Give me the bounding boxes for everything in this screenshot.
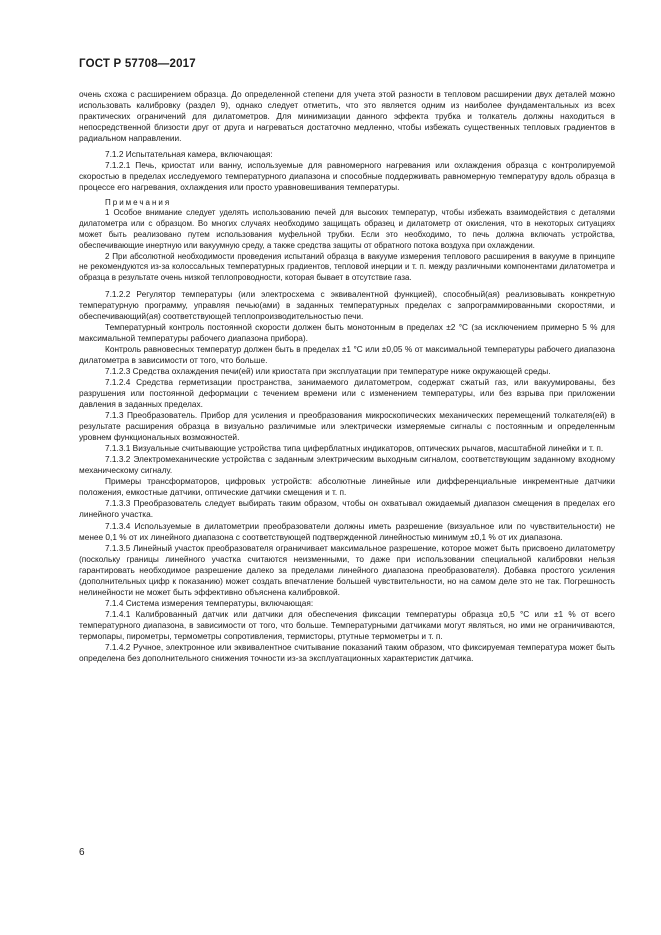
paragraph: Температурный контроль постоянной скорости должен быть монотонным в пределах ±2 °С (за исключением примерно 5 % для максимальной температуры рабочего диапазона прибора). <box>79 321 615 343</box>
paragraph: очень схожа с расширением образца. До определенной степени для учета этой разности в тепловом расширении двух деталей можно использовать калибровку (раздел 9), однако следует отметить, что это является одним из наиболее фундаментальных из всех практических ограничений для дилатометров. Для минимизации данного эффекта трубка и толкатель должны находиться в непосредственной близости друг от друга и нагреваться достаточно медленно, чтобы избежать существенных тепловых градиентов в радиальном направлении. <box>79 89 615 144</box>
paragraph: 7.1.2.2 Регулятор температуры (или электросхема с эквивалентной функцией), способный(ая) реализовывать конкретную температурную программу, управляя печью(ами) в заданных температурных пределах с запрограммированными скоростями, и обеспечивающий(ая) соответствующей теплопроизводительностью печи. <box>79 288 615 321</box>
paragraph: 7.1.3.3 Преобразователь следует выбирать таким образом, чтобы он охватывал ожидаемый диапазон смещения в пределах его линейного участка. <box>79 498 615 520</box>
paragraph: 7.1.4.1 Калиброванный датчик или датчики для обеспечения фиксации температуры образца ±0,5 °С или ±1 % от всего температурного диапазона, в зависимости от того, что больше. Температурными датчиками могут являться, но ими не ограничиваются, термопары, пирометры, термометры сопротивления, термисторы, ртутные термометры и т. п. <box>79 608 615 641</box>
paragraph: 7.1.3 Преобразователь. Прибор для усиления и преобразования микроскопических механических перемещений толкателя(ей) в результате расширения образца в визуально различимые или электрически измеряемые сигналы с постоянным и определенным уровнем функциональных возможностей. <box>79 410 615 443</box>
paragraph: Примеры трансформаторов, цифровых устройств: абсолютные линейные или дифференциальные инкрементные датчики положения, емкостные датчики, оптические датчики смещения и т. п. <box>79 476 615 498</box>
note-item: 1 Особое внимание следует уделять использованию печей для высоких температур, чтобы избежать взаимодействия с деталями дилатометра или с образцом. Во многих случаях необходимо защищать образец и дилатометр от окисления, что в некоторых ситуациях может быть реализовано путем использования муфельной трубки. Если это необходимо, то печь должна включать устройства, обеспечивающие инертную или вакуумную среду, а также средства защиты от обратного потока воздуха при охлаждении. <box>79 208 615 250</box>
paragraph: 7.1.3.2 Электромеханические устройства с заданным электрическим выходным сигналом, соответствующим заданному входному механическому сигналу. <box>79 454 615 476</box>
paragraph: 7.1.3.5 Линейный участок преобразователя ограничивает максимальное разрешение, которое может быть присвоено дилатометру (поскольку границы линейного участка считаются неизменными, то даже при использовании специальной калибровки нельзя гарантировать необходимое разрешение далеко за пределами линейного диапазона преобразователя). Добавка простого усиления (дополнительных цифр к показанию) может создать впечатление большей чувствительности, но на самом деле это не так. Погрешность нелинейности не может быть эффективно объяснена калибровкой. <box>79 542 615 597</box>
paragraph: 7.1.4.2 Ручное, электронное или эквивалентное считывание показаний таким образом, что фиксируемая температура может быть определена без дополнительного снижения точности из-за эксплуатационных характеристик датчика. <box>79 642 615 664</box>
paragraph: 7.1.3.4 Используемые в дилатометрии преобразователи должны иметь разрешение (визуальное или по чувствительности) не менее 0,1 % от их линейного диапазона с соответствующей подтвержденной линейностью минимум ±0,1 % от их диапазона. <box>79 520 615 542</box>
paragraph: Контроль равновесных температур должен быть в пределах ±1 °С или ±0,05 % от максимальной температуры рабочего диапазона дилатометра в зависимости от того, что больше. <box>79 343 615 365</box>
paragraph: 7.1.4 Система измерения температуры, включающая: <box>105 597 314 608</box>
page-number: 6 <box>79 847 85 858</box>
page-header: ГОСТ Р 57708—2017 <box>79 58 196 70</box>
paragraph: 7.1.2.1 Печь, криостат или ванну, используемые для равномерного нагревания или охлаждения образца с контролируемой скоростью в пределах исследуемого температурного диапазона и способные поддерживать равномерную температуру вдоль образца в процессе его нагревания, охлаждения или просто уравновешивания температуры. <box>79 159 615 192</box>
notes-heading: Примечания <box>105 198 172 208</box>
paragraph: 7.1.2.4 Средства герметизации пространства, занимаемого дилатометром, содержат сжатый газ, или вакуумированы, без разрушения или постоянной деформации с течением времени или с изменением температуры, или без взрыва при приложении давления в заданных пределах. <box>79 376 615 410</box>
paragraph: 7.1.2.3 Средства охлаждения печи(ей) или криостата при эксплуатации при температуре ниже окружающей среды. <box>105 365 551 376</box>
note-item: 2 При абсолютной необходимости проведения испытаний образца в вакууме измерения теплового расширения в вакууме в принципе не рекомендуются из-за колоссальных температурных градиентов, тепловой инерции и т. п. между различными компонентами дилатометра и образца в результате очень низкой теплопроводности, которая бывает в отсутствие газа. <box>79 251 615 283</box>
body-text <box>79 89 615 664</box>
paragraph: 7.1.3.1 Визуальные считывающие устройства типа циферблатных индикаторов, оптических рычагов, масштабной линейки и т. п. <box>105 443 604 454</box>
paragraph: 7.1.2 Испытательная камера, включающая: <box>105 148 273 159</box>
